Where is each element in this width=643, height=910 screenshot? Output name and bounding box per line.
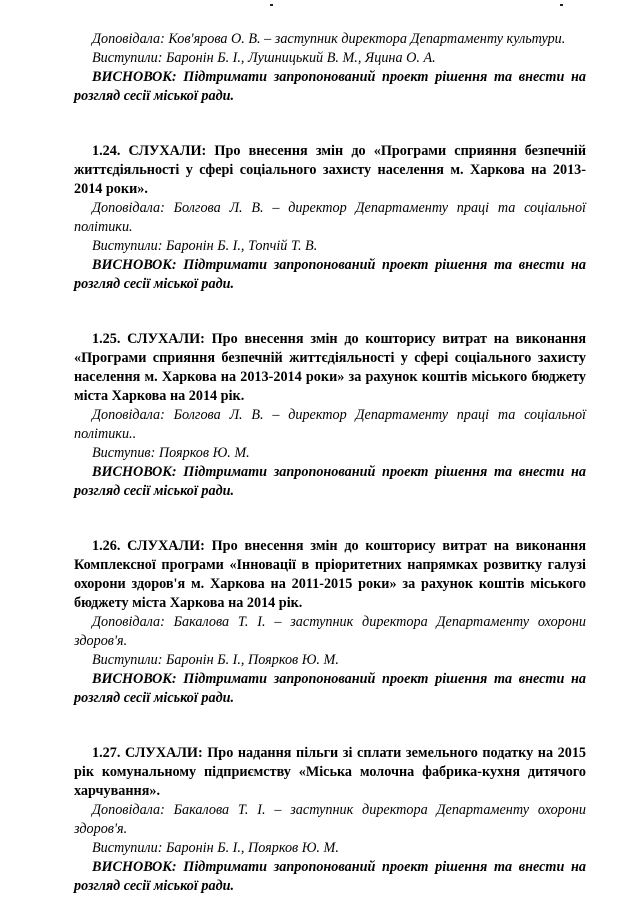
item-conclusion: ВИСНОВОК: Підтримати запропонований проект рішення та внести на розгляд сесії міської ради.	[74, 257, 586, 292]
heard-text: Про внесення змін до «Програми сприяння безпечній життєдіяльності у сфері соціального захисту населення м. Харкова на 2013-2014 роки».	[74, 143, 587, 197]
intro-speakers: Виступили: Баронін Б. І., Лушницький В. М., Яцина О. А.	[92, 50, 436, 66]
item-speakers: Виступили: Баронін Б. І., Поярков Ю. М.	[92, 840, 339, 856]
intro-reporter: Доповідала: Ков'ярова О. В. – заступник директора Департаменту культури.	[92, 31, 566, 47]
item-speakers: Виступили: Баронін Б. І., Поярков Ю. М.	[92, 652, 339, 668]
item-number: 1.26.	[92, 538, 121, 554]
spacer	[74, 501, 586, 537]
agenda-item-1-26	[74, 537, 586, 708]
item-reporter: Доповідала: Болгова Л. В. – директор Департаменту праці та соціальної політики..	[74, 407, 586, 442]
item-heading	[74, 537, 586, 613]
heard-text: Про надання пільги зі сплати земельного податку на 2015 рік комунальному підприємству «Міська молочна фабрика-кухня дитячого харчування».	[74, 745, 587, 799]
item-conclusion: ВИСНОВОК: Підтримати запропонований проект рішення та внести на розгляд сесії міської ради.	[74, 671, 586, 706]
item-number: 1.25.	[92, 331, 121, 347]
item-reporter: Доповідала: Болгова Л. В. – директор Департаменту праці та соціальної політики.	[74, 200, 586, 235]
intro-block	[74, 30, 586, 106]
item-conclusion: ВИСНОВОК: Підтримати запропонований проект рішення та внести на розгляд сесії міської ради.	[74, 859, 586, 894]
heard-label: СЛУХАЛИ:	[124, 745, 203, 761]
item-number: 1.27.	[92, 745, 121, 761]
agenda-item-1-27	[74, 744, 586, 896]
agenda-item-1-24	[74, 142, 586, 294]
item-speakers: Виступив: Поярков Ю. М.	[92, 445, 250, 461]
item-number: 1.24.	[92, 143, 121, 159]
heard-label: СЛУХАЛИ:	[128, 143, 207, 159]
item-reporter: Доповідала: Бакалова Т. І. – заступник директора Департаменту охорони здоров'я.	[74, 614, 586, 649]
spacer	[74, 294, 586, 330]
spacer	[74, 708, 586, 744]
heard-label: СЛУХАЛИ:	[127, 538, 205, 554]
scan-artifact-dot	[270, 4, 273, 6]
item-speakers: Виступили: Баронін Б. І., Топчій Т. В.	[92, 238, 318, 254]
item-reporter: Доповідала: Бакалова Т. І. – заступник директора Департаменту охорони здоров'я.	[74, 802, 586, 837]
item-conclusion: ВИСНОВОК: Підтримати запропонований проект рішення та внести на розгляд сесії міської ради.	[74, 464, 586, 499]
heard-text: Про внесення змін до кошторису витрат на виконання Комплексної програми «Інновації в пріоритетних напрямках розвитку галузі охорони здоров'я м. Харкова на 2011-2015 роки» за рахунок коштів міського бюджету міста Харкова на 2014 рік.	[74, 538, 586, 611]
scan-artifact-dot	[560, 4, 563, 6]
item-heading	[74, 744, 586, 801]
agenda-item-1-25	[74, 330, 586, 501]
spacer	[74, 106, 586, 142]
document-page	[74, 30, 586, 896]
heard-text: Про внесення змін до кошторису витрат на виконання «Програми сприяння безпечній життєдіяльності у сфері соціального захисту населення м. Харкова на 2013-2014 роки» за рахунок коштів міського бюджету міста Харкова на 2014 рік.	[74, 331, 586, 404]
item-heading	[74, 142, 586, 199]
item-heading	[74, 330, 586, 406]
heard-label: СЛУХАЛИ:	[127, 331, 205, 347]
intro-conclusion: ВИСНОВОК: Підтримати запропонований проект рішення та внести на розгляд сесії міської ради.	[74, 69, 586, 104]
